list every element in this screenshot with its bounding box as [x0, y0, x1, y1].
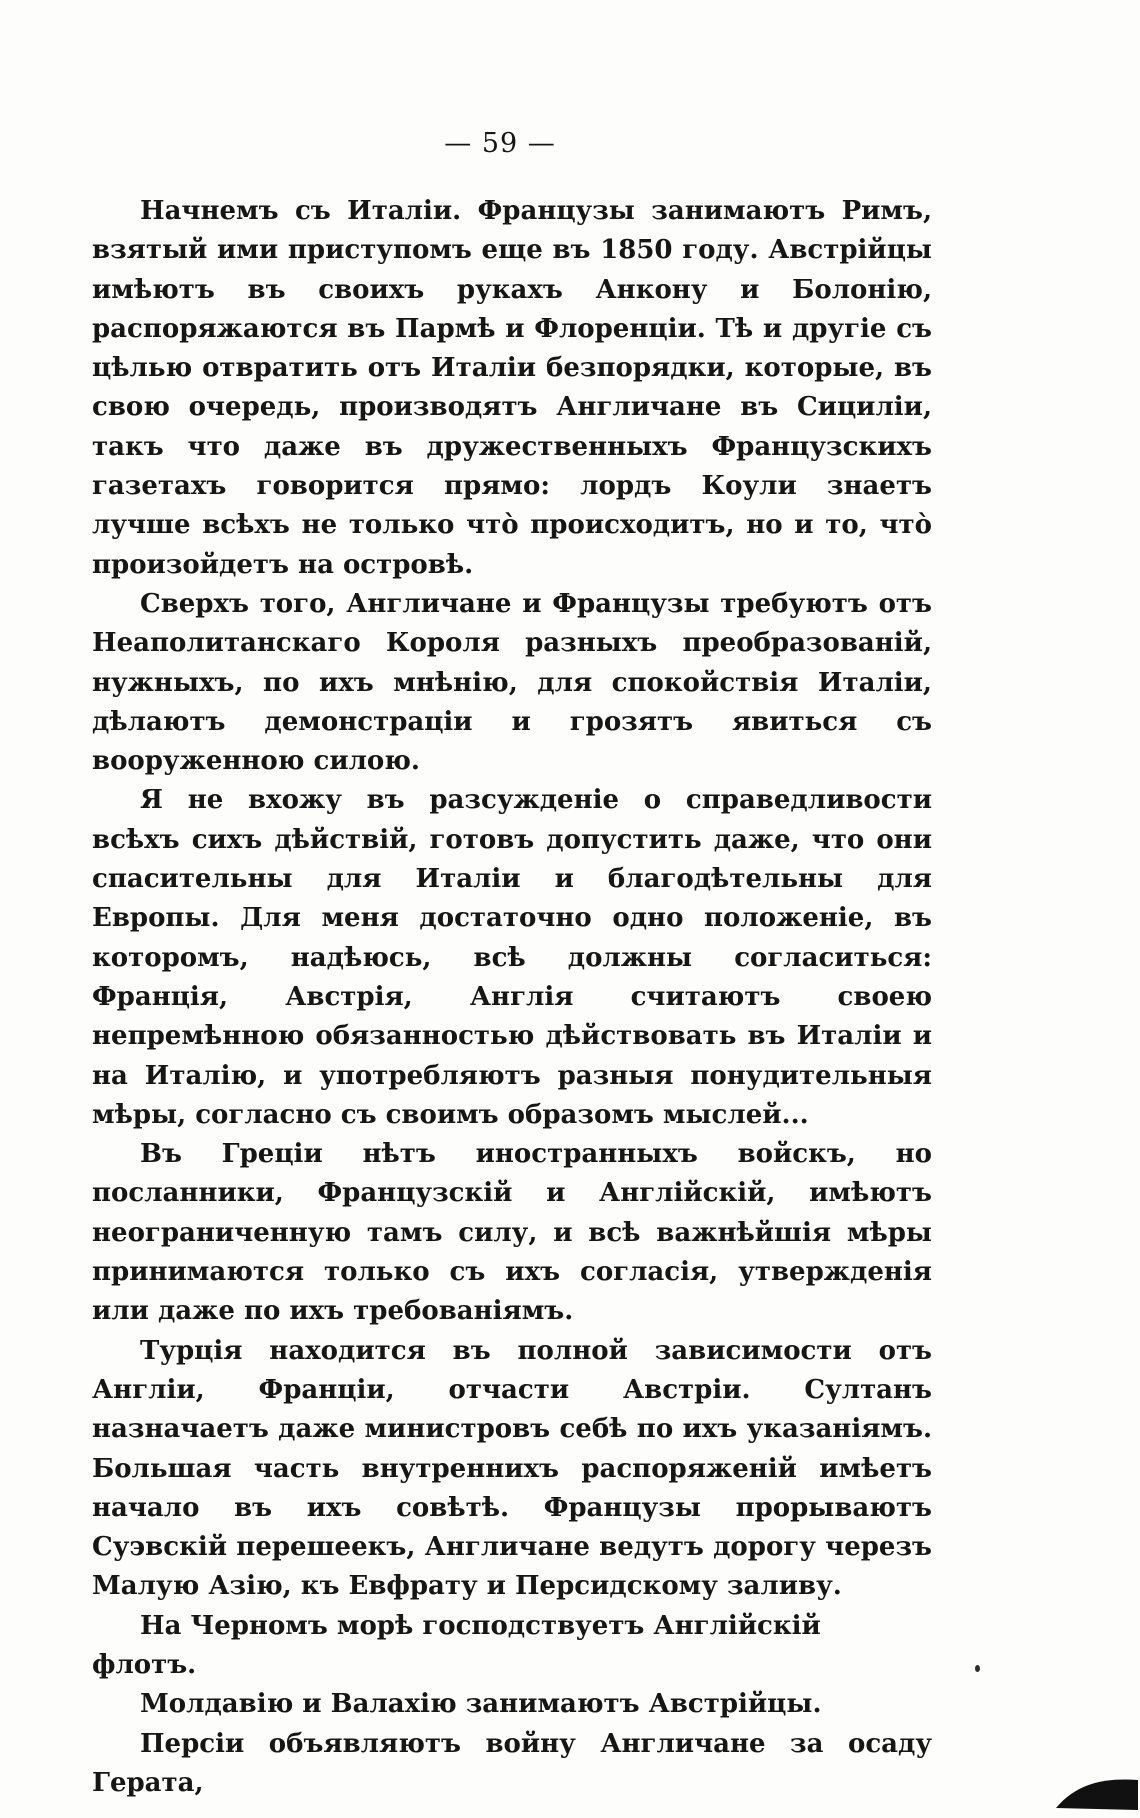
paragraph-italy: Начнемъ съ Италіи. Французы занимаютъ Римъ, взятый ими приступомъ еще въ 1850 году. Австрійцы имѣютъ въ своихъ рукахъ Анкону и Болонію, распоряжаются въ Пармѣ и Флоренціи. Тѣ и другіе съ цѣлью отвратить отъ Италіи безпорядки, которые, въ свою очередь, производятъ Англичане въ Сициліи, такъ что даже въ дружественныхъ Французскихъ газетахъ говорится прямо: лордъ Коули знаетъ лучше всѣхъ не только что̀ происходитъ, но и то, что̀ произойдетъ на островѣ.	[92, 196, 932, 580]
paragraph-greece: Въ Греціи нѣтъ иностранныхъ войскъ, но посланники, Французскій и Англійскій, имѣютъ неограниченную тамъ силу, и всѣ важнѣйшія мѣры принимаются только съ ихъ согласія, утвержденія или даже по ихъ требованіямъ.	[92, 1139, 932, 1327]
paragraph-persia: Персіи объявляютъ войну Англичане за осаду Герата,	[92, 1728, 932, 1798]
paragraph-turkey: Турція находится въ полной зависимости отъ Англіи, Франціи, отчасти Австріи. Султанъ назначаетъ даже министровъ себѣ по ихъ указаніямъ. Большая часть внутреннихъ распоряженій имѣетъ начало въ ихъ совѣтѣ. Французы прорываютъ Суэвскій перешеекъ, Англичане ведутъ дорогу черезъ Малую Азію, къ Евфрату и Персидскому заливу.	[92, 1335, 932, 1602]
paragraph-moldavia: Молдавію и Валахію занимаютъ Австрійцы.	[140, 1689, 822, 1720]
page-number: — 59 —	[444, 128, 556, 159]
paragraph-justice: Я не вхожу въ разсужденіе о справедливости всѣхъ сихъ дѣйствій, готовъ допустить даже, что они спасительны для Италіи и благодѣтельны для Европы. Для меня достаточно одно положеніе, въ которомъ, надѣюсь, всѣ должны согласиться: Франція, Австрія, Англія считаютъ своею непремѣнною обязанностью дѣйствовать въ Италіи и на Италію, и употребляютъ разныя понудительныя мѣры, согласно съ своимъ образомъ мыслей...	[92, 785, 932, 1130]
paragraph-naples: Сверхъ того, Англичане и Французы требуютъ отъ Неаполитанскаго Короля разныхъ преобразованій, нужныхъ, по ихъ мнѣнію, для спокойствія Италіи, дѣлаютъ демонстраціи и грозятъ явиться съ вооруженною силою.	[92, 588, 932, 777]
page-edge-shadow	[1048, 1770, 1138, 1810]
ink-speck	[975, 1665, 980, 1672]
body-text	[92, 192, 932, 1803]
paragraph-black-sea: На Черномъ морѣ господствуетъ Англійскій флотъ.	[92, 1610, 821, 1680]
